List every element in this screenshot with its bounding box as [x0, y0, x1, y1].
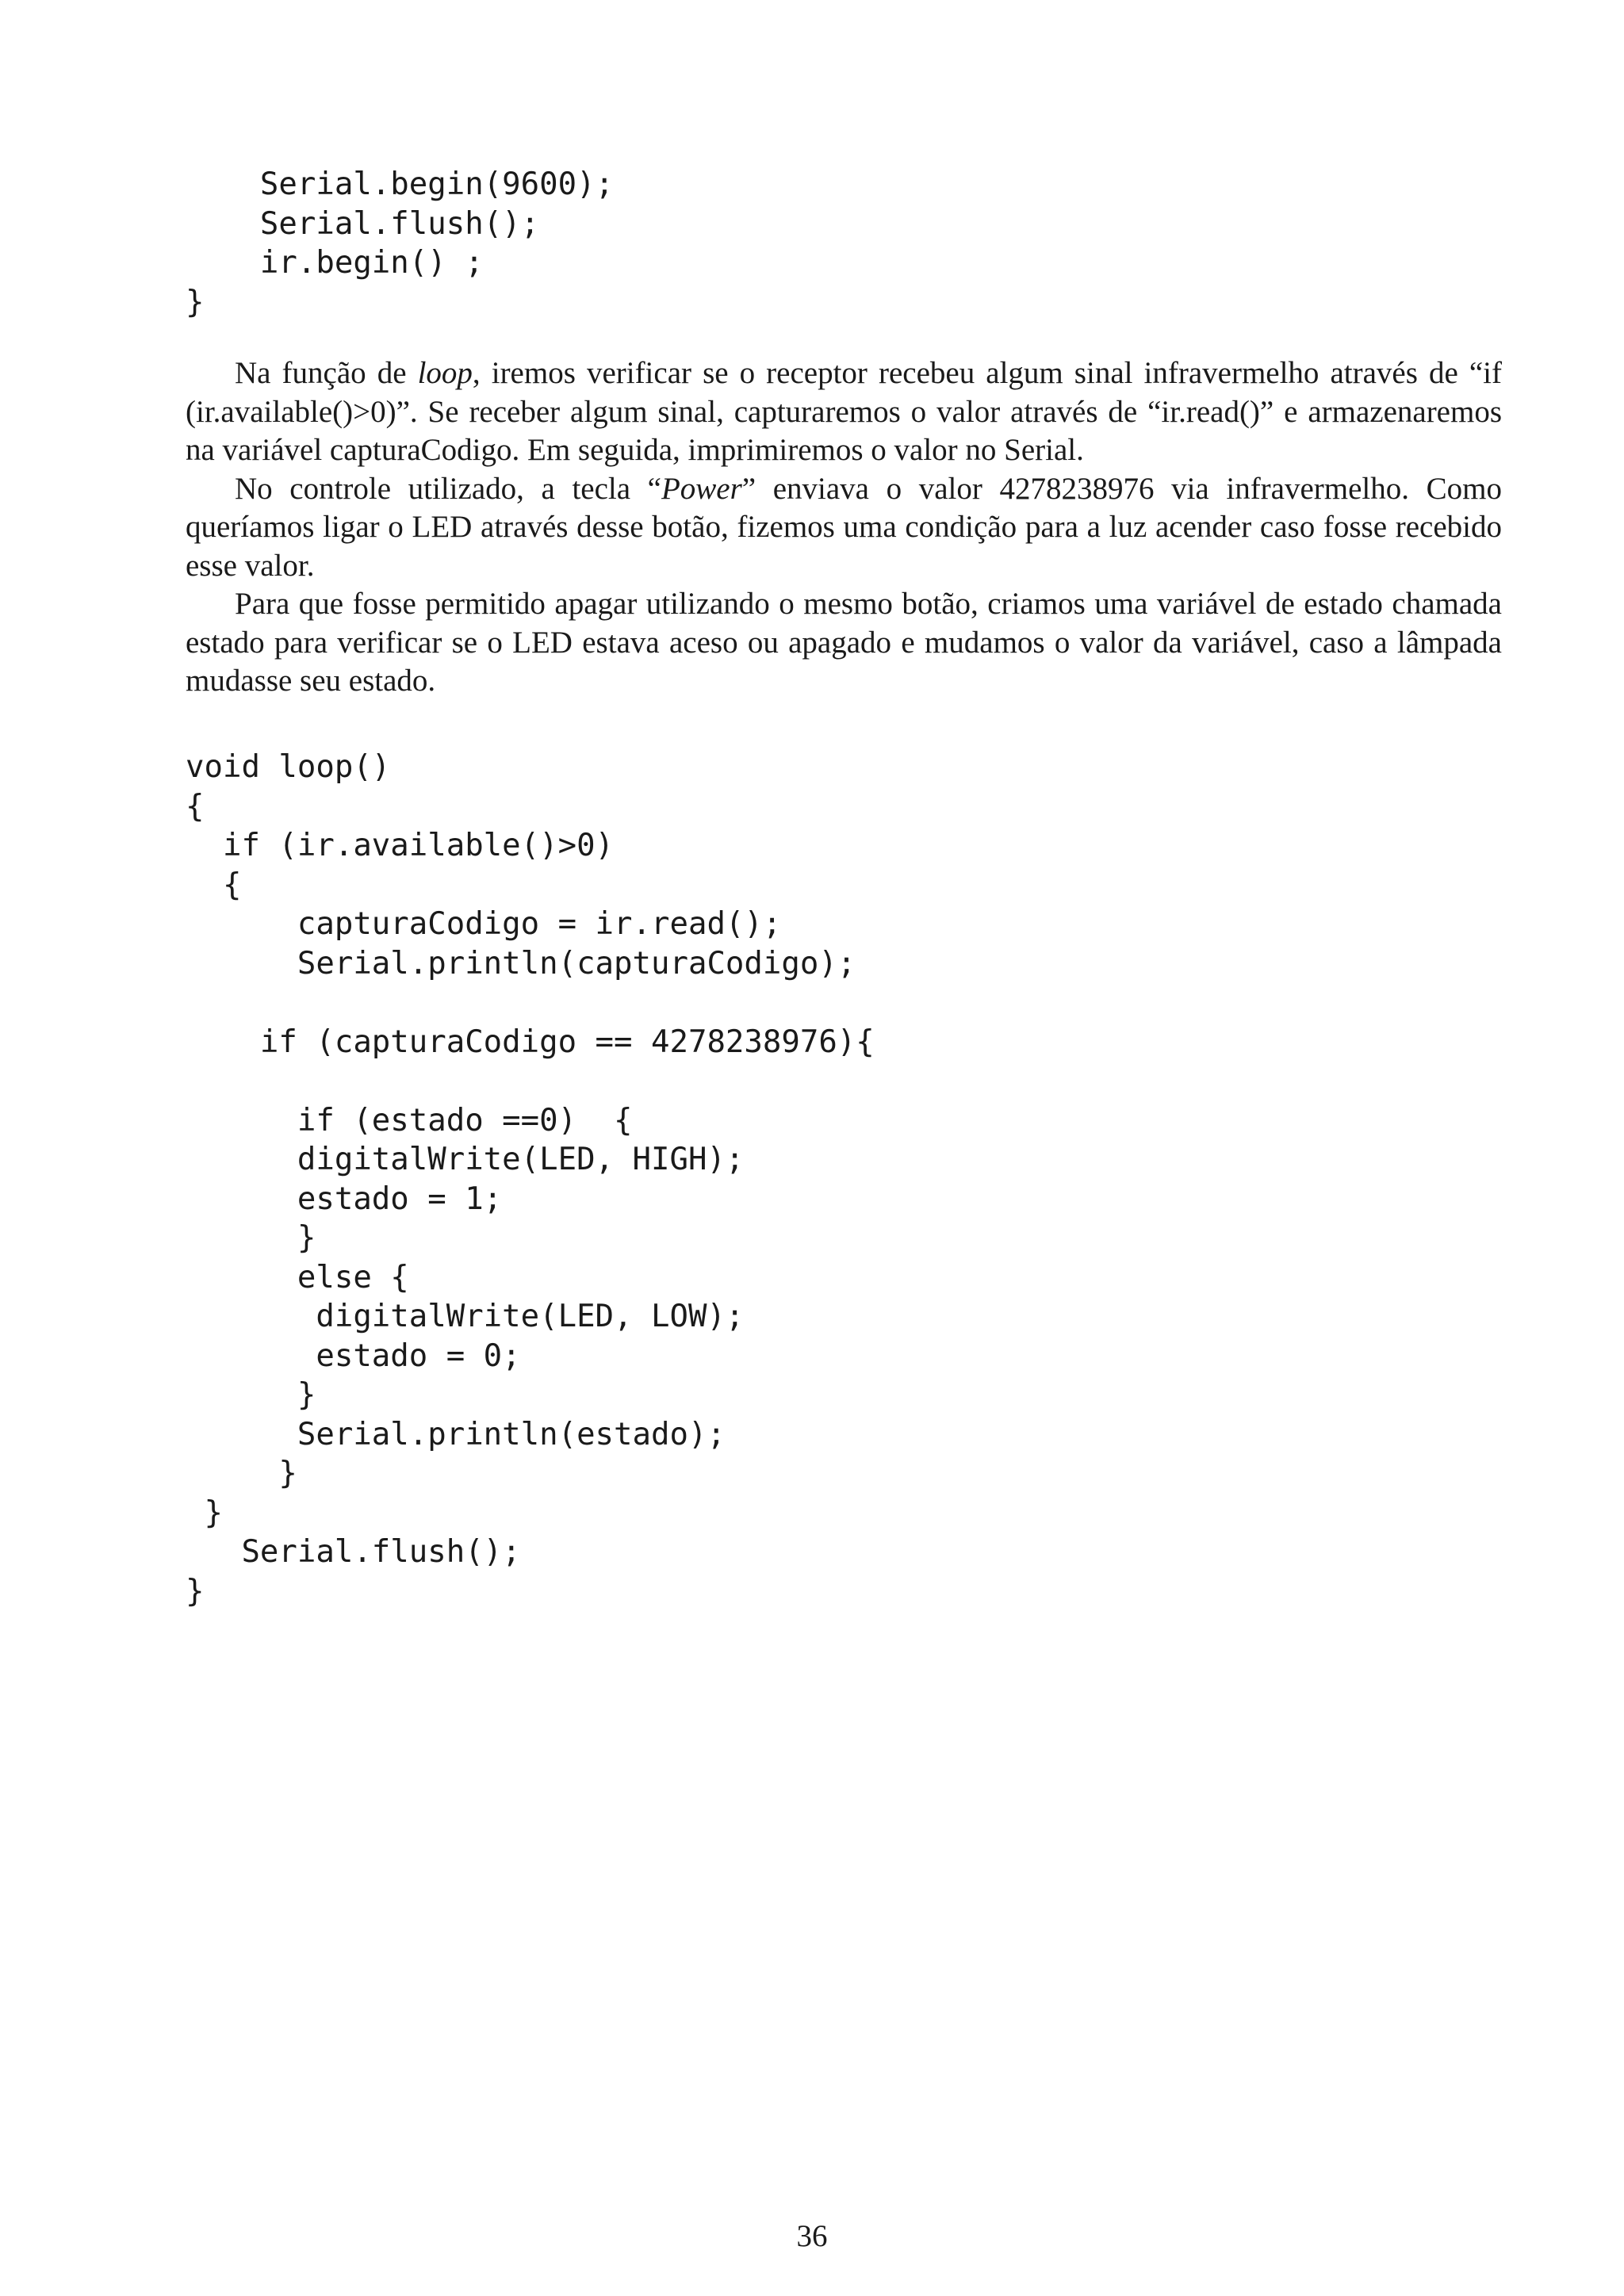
code-loop-line: {: [186, 788, 205, 825]
paragraph-text: Na função de: [235, 356, 418, 390]
code-setup-line: ir.begin() ;: [186, 245, 484, 281]
code-setup-line: }: [186, 284, 205, 320]
emphasis-text: loop: [417, 356, 473, 390]
paragraph-text: , iremos verificar se o receptor recebeu algum sinal infravermelho através de “if (ir.available()>0)”. Se receber algum sinal, capturaremos o valor através de “ir.read()” e armazenaremos na variável capturaCodigo. Em seguida, imprimiremos o valor no Serial.: [186, 356, 1502, 467]
code-loop-line: if (capturaCodigo == 4278238976){: [186, 1024, 875, 1060]
code-block-loop: [186, 748, 875, 1611]
code-loop-line: Serial.println(estado);: [186, 1416, 726, 1452]
code-loop-line: {: [186, 867, 242, 903]
code-loop-line: }: [186, 1494, 223, 1531]
code-loop-line: if (ir.available()>0): [186, 828, 615, 863]
page-number: 36: [796, 2219, 828, 2253]
code-setup-line: Serial.flush();: [186, 205, 540, 242]
code-loop-line: estado = 0;: [186, 1337, 521, 1374]
code-loop-line: void loop(): [186, 749, 391, 785]
code-loop-line: if (estado ==0) {: [186, 1102, 633, 1138]
code-block-setup-end: [186, 165, 614, 322]
code-loop-line: [186, 983, 875, 1023]
paragraph-loop-description: [186, 354, 1502, 470]
paragraph-power-key: [186, 470, 1502, 586]
paragraph-text: ” enviava o valor 4278238976 via infravermelho. Como queríamos ligar o LED através desse botão, fizemos uma condição para a luz acender caso fosse recebido esse valor.: [186, 471, 1502, 583]
code-loop-line: else {: [186, 1259, 409, 1295]
code-loop-line: Serial.flush();: [186, 1534, 521, 1570]
code-loop-line: }: [186, 1377, 316, 1413]
paragraph-state-variable: [186, 585, 1502, 701]
paragraph-text: No controle utilizado, a tecla “: [235, 471, 661, 506]
paragraph-text: Para que fosse permitido apagar utilizando o mesmo botão, criamos uma variável de estado chamada estado para verificar se o LED estava aceso ou apagado e mudamos o valor da variável, caso a lâmpada mudasse seu estado.: [186, 587, 1502, 698]
code-loop-line: }: [186, 1456, 297, 1491]
body-text: [186, 354, 1502, 701]
code-loop-line: estado = 1;: [186, 1181, 503, 1217]
code-loop-line: }: [186, 1220, 316, 1256]
emphasis-text: Power: [661, 471, 742, 506]
code-setup-line: Serial.begin(9600);: [186, 166, 615, 202]
code-loop-line: capturaCodigo = ir.read();: [186, 906, 782, 942]
code-loop-line: }: [186, 1573, 205, 1609]
code-loop-line: Serial.println(capturaCodigo);: [186, 945, 856, 982]
code-loop-line: digitalWrite(LED, LOW);: [186, 1299, 745, 1334]
code-loop-line: digitalWrite(LED, HIGH);: [186, 1142, 745, 1177]
code-loop-line: [186, 1062, 875, 1101]
